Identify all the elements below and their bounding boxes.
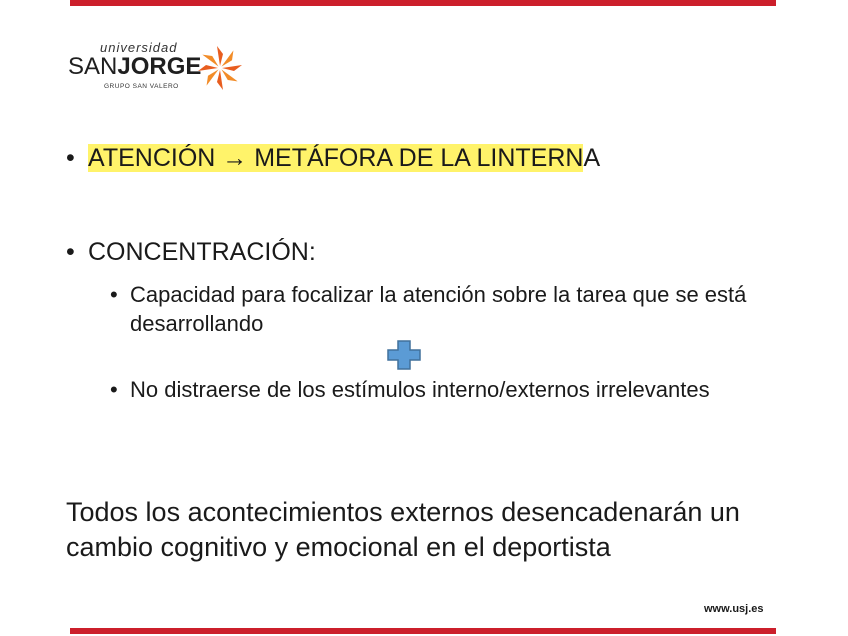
sub-bullet-dot: • [110, 282, 118, 307]
logo-line-universidad: universidad [100, 40, 178, 55]
bullet-concentration [66, 238, 316, 267]
bullet-attention [66, 144, 600, 173]
sub-bullet-capacity [110, 280, 770, 338]
sub-bullet-distraction [110, 375, 770, 404]
bullet-dot: • [66, 144, 75, 172]
bottom-red-bar [70, 628, 776, 634]
logo-jorge: JORGE [117, 53, 202, 80]
logo-line-grupo: GRUPO SAN VALERO [104, 83, 179, 90]
attention-highlighted-text: ATENCIÓN → METÁFORA DE LA LINTERN [88, 144, 584, 172]
footer-url: www.usj.es [704, 603, 764, 615]
sub-bullet-dot: • [110, 377, 118, 402]
logo-star-icon [196, 44, 244, 92]
logo-line-sanjorge [68, 53, 201, 81]
concentration-text: CONCENTRACIÓN: [88, 238, 316, 266]
sub-bullet-text: Capacidad para focalizar la atención sobre la tarea que se está desarrollando [130, 282, 747, 336]
conclusion-text: Todos los acontecimientos externos desencadenarán un cambio cognitivo y emocional en el deportista [66, 497, 740, 562]
attention-text-rest: A [583, 144, 601, 172]
university-logo [68, 40, 248, 100]
plus-icon [387, 340, 421, 370]
top-red-bar [70, 0, 776, 6]
sub-bullet-text: No distraerse de los estímulos interno/externos irrelevantes [130, 377, 710, 402]
logo-san: SAN [68, 53, 118, 80]
bullet-dot: • [66, 238, 75, 266]
